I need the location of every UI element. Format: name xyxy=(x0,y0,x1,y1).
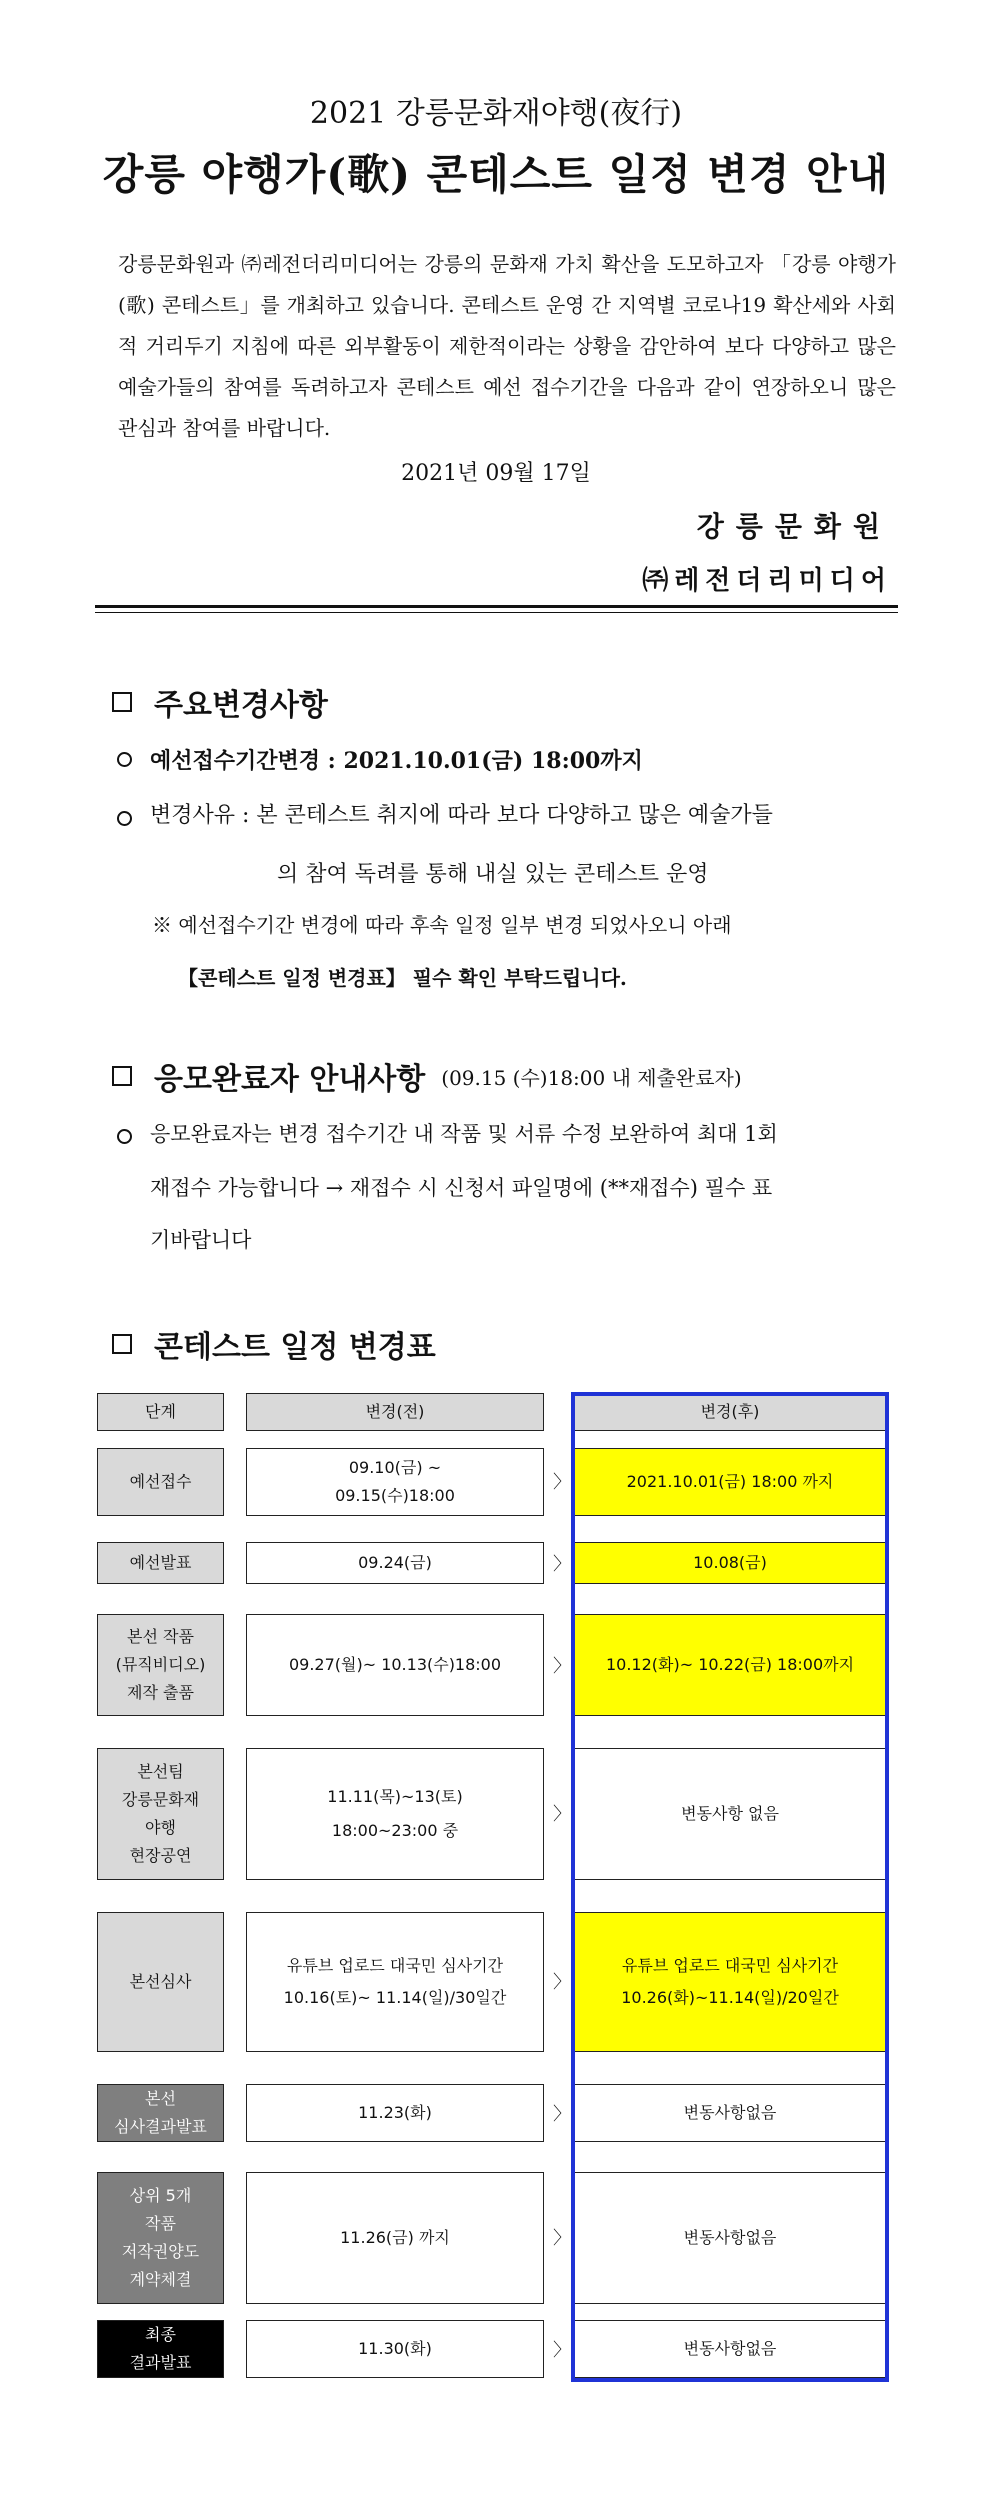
after-cell: 2021.10.01(금) 18:00 까지 xyxy=(571,1448,889,1516)
arrow-icon: 〉 xyxy=(553,1804,571,1825)
square-bullet-icon xyxy=(112,1334,132,1354)
arrow-icon: 〉 xyxy=(553,1656,571,1677)
before-cell: 11.30(화) xyxy=(246,2320,544,2378)
circle-bullet-icon xyxy=(117,811,132,826)
header-after: 변경(후) xyxy=(571,1393,889,1431)
stage-cell: 상위 5개 작품 저작권양도 계약체결 xyxy=(97,2172,224,2304)
before-cell: 11.23(화) xyxy=(246,2084,544,2142)
arrow-icon: 〉 xyxy=(553,2104,571,2125)
header-before: 변경(전) xyxy=(246,1393,544,1431)
before-cell: 11.26(금) 까지 xyxy=(246,2172,544,2304)
before-cell: 09.10(금) ~ 09.15(수)18:00 xyxy=(246,1448,544,1516)
notice-date: 2021년 09월 17일 xyxy=(401,461,591,486)
title-line1: 2021 강릉문화재야행(夜行) xyxy=(309,96,683,131)
arrow-icon: 〉 xyxy=(553,1972,571,1993)
section-heading-applicants xyxy=(112,1054,742,1098)
section-heading-changes xyxy=(112,680,328,724)
before-cell: 09.24(금) xyxy=(246,1542,544,1584)
arrow-icon: 〉 xyxy=(553,1472,571,1493)
after-cell: 10.08(금) xyxy=(571,1542,889,1584)
change-item-period xyxy=(117,744,643,775)
after-cell: 10.12(화)~ 10.22(금) 18:00까지 xyxy=(571,1614,889,1716)
divider-thick xyxy=(95,605,898,608)
stage-cell: 예선발표 xyxy=(97,1542,224,1584)
applicant-item-text: 응모완료자는 변경 접수기간 내 작품 및 서류 수정 보완하여 최대 1회 xyxy=(150,1122,778,1146)
page-title: 강릉 야행가(歌) 콘테스트 일정 변경 안내 xyxy=(102,150,890,199)
header-stage: 단계 xyxy=(97,1393,224,1431)
change-reason-text: 변경사유 : 본 콘테스트 취지에 따라 보다 다양하고 많은 예술가들 xyxy=(150,803,773,828)
section-subheading: (09.15 (수)18:00 내 제출완료자) xyxy=(441,1065,742,1090)
co-organizer-name: ㈜레전더리미디어 xyxy=(642,566,892,596)
note-emphasis: 【콘테스트 일정 변경표】 필수 확인 부탁드립니다. xyxy=(178,966,627,990)
after-cell: 변동사항없음 xyxy=(571,2320,889,2378)
applicant-item-cont: 기바랍니다 xyxy=(150,1228,252,1252)
change-item-text: 예선접수기간변경 : 2021.10.01(금) 18:00까지 xyxy=(150,748,643,774)
arrow-icon: 〉 xyxy=(553,2340,571,2361)
before-cell: 유튜브 업로드 대국민 심사기간 10.16(토)~ 11.14(일)/30일간 xyxy=(246,1912,544,2052)
circle-bullet-icon xyxy=(117,752,132,767)
section-heading-text: 주요변경사항 xyxy=(154,688,328,723)
square-bullet-icon xyxy=(112,692,132,712)
section-heading-text: 콘테스트 일정 변경표 xyxy=(154,1330,436,1365)
stage-cell: 본선팀 강릉문화재 야행 현장공연 xyxy=(97,1748,224,1880)
circle-bullet-icon xyxy=(117,1129,132,1144)
after-cell: 변동사항 없음 xyxy=(571,1748,889,1880)
after-cell: 변동사항없음 xyxy=(571,2172,889,2304)
section-heading-schedule xyxy=(112,1322,436,1366)
before-cell: 11.11(목)~13(토) 18:00~23:00 중 xyxy=(246,1748,544,1880)
change-reason-cont: 의 참여 독려를 통해 내실 있는 콘테스트 운영 xyxy=(277,862,709,887)
change-item-reason xyxy=(117,802,900,830)
stage-cell: 본선 심사결과발표 xyxy=(97,2084,224,2142)
organizer-name: 강릉문화원 xyxy=(696,510,892,543)
stage-cell: 본선심사 xyxy=(97,1912,224,2052)
after-cell: 변동사항없음 xyxy=(571,2084,889,2142)
before-cell: 09.27(월)~ 10.13(수)18:00 xyxy=(246,1614,544,1716)
section-heading-text: 응모완료자 안내사항 xyxy=(154,1062,426,1097)
stage-cell: 본선 작품 (뮤직비디오) 제작 출품 xyxy=(97,1614,224,1716)
stage-cell: 최종 결과발표 xyxy=(97,2320,224,2378)
after-cell: 유튜브 업로드 대국민 심사기간 10.26(화)~11.14(일)/20일간 xyxy=(571,1912,889,2052)
square-bullet-icon xyxy=(112,1066,132,1086)
arrow-icon: 〉 xyxy=(553,1554,571,1575)
intro-paragraph: 강릉문화원과 ㈜레전더리미디어는 강릉의 문화재 가치 확산을 도모하고자 「강릉 야행가(歌) 콘테스트」를 개최하고 있습니다. 콘테스트 운영 간 지역별 코로나19 확산세와 사회적 거리두기 지침에 따른 외부활동이 제한적이라는 상황을 감안하여 보다 다양하고 많은 예술가들의 참여를 독려하고자 콘테스트 예선 접수기간을 다음과 같이 연장하오니 많은 관심과 참여를 바랍니다. xyxy=(118,252,896,440)
note-text: ※ 예선접수기간 변경에 따라 후속 일정 일부 변경 되었사오니 아래 xyxy=(152,913,732,937)
stage-cell: 예선접수 xyxy=(97,1448,224,1516)
applicant-item xyxy=(117,1120,900,1148)
divider-thin xyxy=(95,612,898,613)
applicant-item-cont: 재접수 가능합니다 → 재접수 시 신청서 파일명에 (**재접수) 필수 표 xyxy=(150,1176,773,1200)
arrow-icon: 〉 xyxy=(553,2228,571,2249)
